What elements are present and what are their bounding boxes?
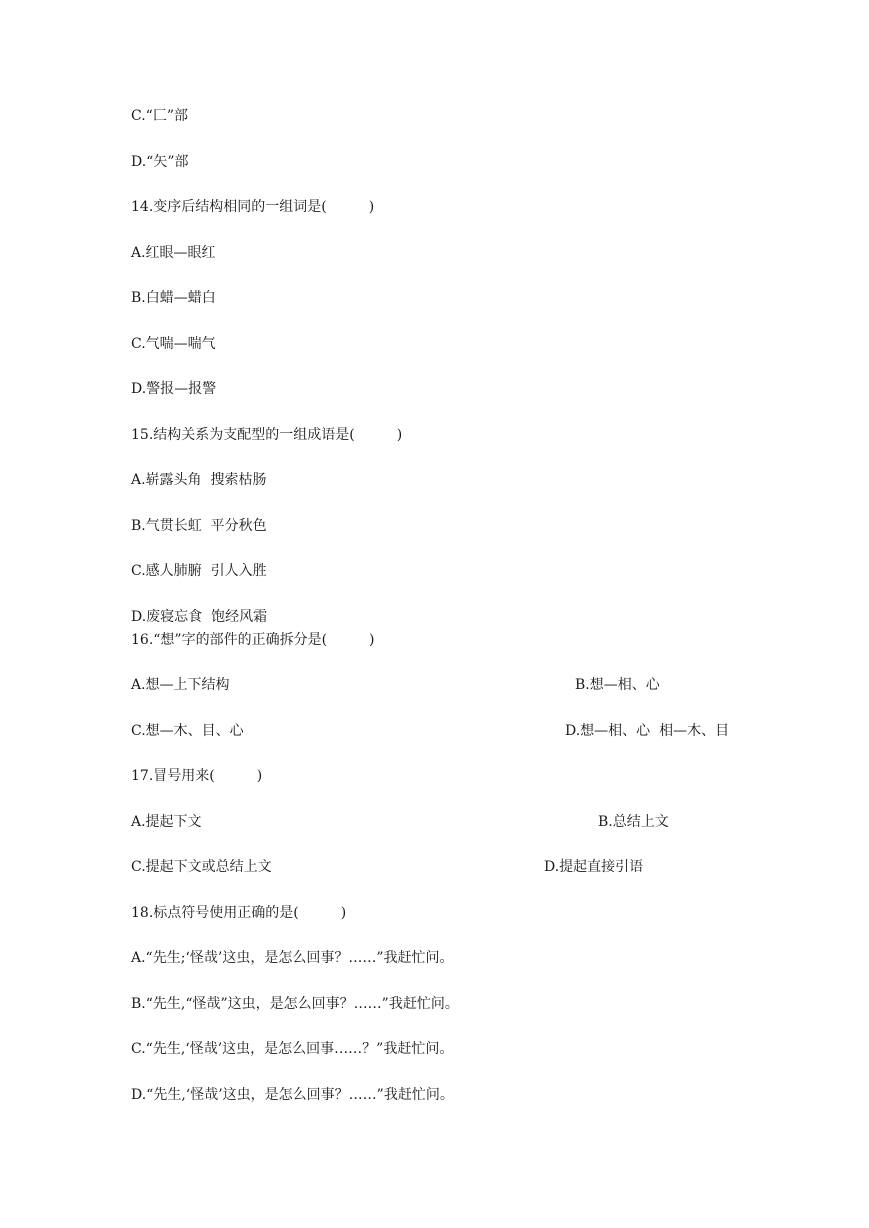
q13-option-d: D.“矢”部: [131, 154, 189, 170]
q15-stem: 15.结构关系为支配型的一组成语是( ): [131, 427, 403, 443]
q14-stem: 14.变序后结构相同的一组词是( ): [131, 199, 375, 215]
q16-option-c: C.想—木、目、心: [131, 723, 244, 739]
q17-option-d: D.提起直接引语: [544, 859, 644, 875]
q17-option-a: A.提起下文: [131, 814, 202, 830]
q18-option-c: C.“先生,‘怪哉’这虫，是怎么回事……？”我赶忙问。: [131, 1041, 454, 1057]
q17-option-b: B.总结上文: [598, 814, 669, 830]
q18-option-b: B.“先生,“怪哉”这虫，是怎么回事？……”我赶忙问。: [131, 996, 459, 1012]
q14-option-d: D.警报—报警: [131, 381, 217, 397]
q17-option-c: C.提起下文或总结上文: [131, 859, 272, 875]
q16-option-d: D.想—相、心 相—木、目: [565, 723, 730, 739]
q18-option-a: A.“先生;‘怪哉’这虫，是怎么回事？……”我赶忙问。: [131, 950, 454, 966]
q15-option-a: A.崭露头角 搜索枯肠: [131, 472, 267, 488]
q16-option-a: A.想—上下结构: [131, 677, 230, 693]
q15-option-c: C.感人肺腑 引人入胜: [131, 563, 267, 579]
q18-stem: 18.标点符号使用正确的是( ): [131, 905, 347, 921]
q14-option-b: B.白蜡—蜡白: [131, 290, 216, 306]
q15-option-b: B.气贯长虹 平分秋色: [131, 518, 267, 534]
q14-option-a: A.红眼—眼红: [131, 245, 216, 261]
q16-stem: 16.“想”字的部件的正确拆分是( ): [131, 632, 375, 648]
q14-option-c: C.气喘—喘气: [131, 336, 216, 352]
q13-option-c: C.“匚”部: [131, 108, 188, 124]
q16-option-b: B.想—相、心: [575, 677, 660, 693]
q18-option-d: D.“先生,‘怪哉’这虫，是怎么回事？……”我赶忙问。: [131, 1087, 454, 1103]
q17-stem: 17.冒号用来( ): [131, 768, 263, 784]
q15-option-d: D.废寝忘食 饱经风霜: [131, 609, 268, 625]
